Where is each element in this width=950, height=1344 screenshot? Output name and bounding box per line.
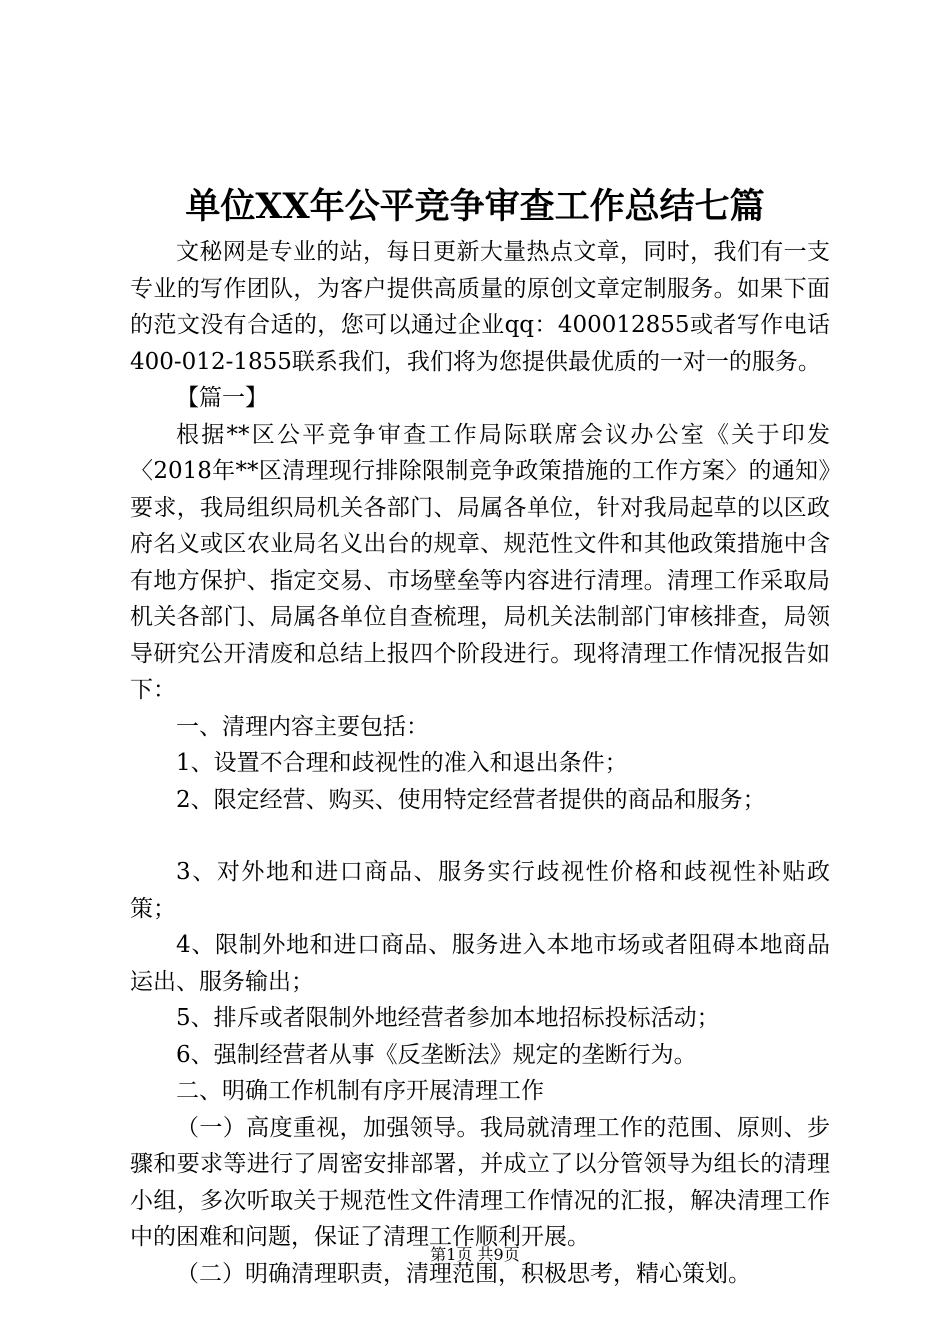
section-heading: 【篇一】 [176, 385, 268, 411]
page-number-footer: 第1页 共9页 [430, 1245, 520, 1264]
subheading: 二、明确工作机制有序开展清理工作 [176, 1078, 544, 1104]
list-item: 4、限制外地和进口商品、服务进入本地市场或者阻碍本地商品运出、服务输出； [130, 932, 830, 995]
list-item: 6、强制经营者从事《反垄断法》规定的垄断行为。 [176, 1041, 697, 1068]
subheading: 一、清理内容主要包括： [176, 713, 429, 740]
list-item: 3、对外地和进口商品、服务实行歧视性价格和歧视性补贴政策； [130, 859, 830, 922]
list-item: 1、设置不合理和歧视性的准入和退出条件； [176, 750, 628, 776]
intro-paragraph: 文秘网是专业的站，每日更新大量热点文章，同时，我们有一支专业的写作团队，为客户提供高质量的原创文章定制服务。如果下面的范文没有合适的，您可以通过企业qq：400012855或者写作电话400-012-1855联系我们，我们将为您提供最优质的一对一的服务。 [130, 239, 830, 375]
document-body [130, 234, 830, 1292]
body-paragraph: （二）明确清理职责，清理范围，积极思考，精心策划。 [176, 1260, 751, 1287]
list-item: 2、限定经营、购买、使用特定经营者提供的商品和服务； [176, 786, 766, 813]
list-item: 5、排斥或者限制外地经营者参加本地招标投标活动； [176, 1005, 720, 1031]
body-paragraph: 根据**区公平竞争审查工作局际联席会议办公室《关于印发〈2018年**区清理现行排除限制竞争政策措施的工作方案〉的通知》要求，我局组织局机关各部门、局属各单位，针对我局起草的以区政府名义或区农业局名义出台的规章、规范性文件和其他政策措施中含有地方保护、指定交易、市场壁垒等内容进行清理。清理工作采取局机关各部门、局属各单位自查梳理，局机关法制部门审核排查，局领导研究公开清废和总结上报四个阶段进行。现将清理工作情况报告如下： [130, 421, 830, 703]
body-paragraph: （一）高度重视，加强领导。我局就清理工作的范围、原则、步骤和要求等进行了周密安排部署，并成立了以分管领导为组长的清理小组，多次听取关于规范性文件清理工作情况的汇报，解决清理工作中的困难和问题，保证了清理工作顺利开展。 [130, 1114, 830, 1250]
document-title: 单位XX年公平竞争审查工作总结七篇 [185, 186, 765, 227]
